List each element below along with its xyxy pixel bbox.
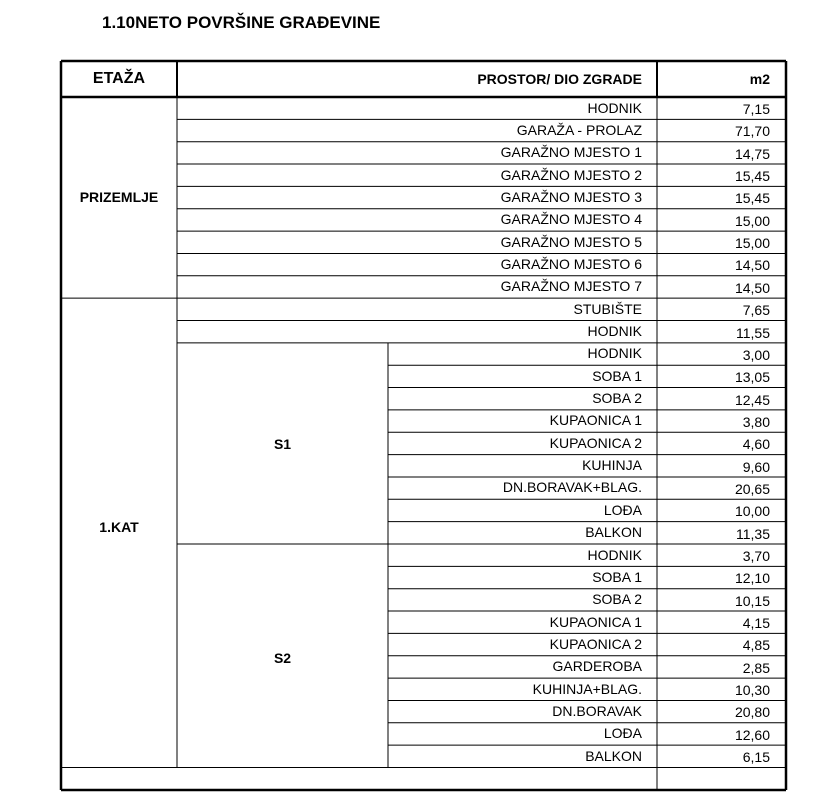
row-name: HODNIK bbox=[587, 546, 642, 563]
row-name: GARDEROBA bbox=[552, 658, 642, 675]
row-value: 10,15 bbox=[734, 592, 770, 609]
row-value: 12,45 bbox=[734, 391, 770, 408]
row-name: KUHINJA bbox=[582, 457, 642, 474]
row-value: 4,15 bbox=[742, 615, 770, 632]
row-value: 10,00 bbox=[734, 503, 770, 520]
row-name: BALKON bbox=[585, 747, 642, 764]
row-value: 13,05 bbox=[734, 369, 770, 386]
row-name: HODNIK bbox=[587, 323, 642, 339]
row-value: 6,15 bbox=[742, 749, 770, 766]
row-value: 20,80 bbox=[734, 704, 770, 721]
header-etaza: ETAŽA bbox=[92, 70, 146, 87]
header-prostor: PROSTOR/ DIO ZGRADE bbox=[477, 71, 642, 87]
document-title: 1.10NETO POVRŠINE GRAĐEVINE bbox=[102, 13, 381, 32]
row-name: GARAŽNO MJESTO 1 bbox=[500, 144, 642, 161]
row-name: SOBA 1 bbox=[592, 367, 642, 384]
row-name: KUHINJA+BLAG. bbox=[532, 680, 642, 697]
row-value: 14,50 bbox=[734, 257, 770, 274]
row-name: HODNIK bbox=[587, 345, 642, 362]
row-name: GARAŽNO MJESTO 7 bbox=[500, 278, 642, 295]
row-value: 15,00 bbox=[734, 212, 770, 229]
row-name: DN.BORAVAK+BLAG. bbox=[502, 479, 642, 496]
row-value: 2,85 bbox=[742, 659, 770, 676]
row-value: 9,60 bbox=[742, 458, 770, 475]
row-value: 3,00 bbox=[742, 346, 770, 363]
row-name: GARAŽNO MJESTO 5 bbox=[500, 233, 642, 250]
row-value: 15,00 bbox=[734, 235, 770, 252]
row-value: 14,50 bbox=[734, 279, 770, 296]
row-value: 10,30 bbox=[734, 682, 770, 699]
group-1-kat: 1.KAT bbox=[99, 519, 139, 535]
header-m2: m2 bbox=[749, 71, 770, 87]
row-value: 20,65 bbox=[734, 480, 770, 497]
group-prizemlje: PRIZEMLJE bbox=[79, 189, 159, 205]
row-name: GARAŽNO MJESTO 4 bbox=[500, 211, 642, 228]
row-value: 7,65 bbox=[742, 302, 770, 319]
row-value: 71,70 bbox=[734, 123, 770, 140]
row-name: GARAŽNO MJESTO 2 bbox=[500, 166, 642, 183]
row-value: 15,45 bbox=[734, 168, 770, 185]
row-name: LOĐA bbox=[603, 725, 642, 742]
row-name: LOĐA bbox=[603, 501, 642, 518]
row-value: 4,85 bbox=[742, 637, 770, 654]
row-name: KUPAONICA 2 bbox=[549, 434, 642, 451]
group-s1: S1 bbox=[273, 436, 292, 452]
row-value: 15,45 bbox=[734, 190, 770, 207]
group-s2: S2 bbox=[273, 650, 292, 666]
row-name: GARAŽA - PROLAZ bbox=[516, 121, 642, 138]
row-value: 14,75 bbox=[734, 145, 770, 162]
row-value: 7,15 bbox=[742, 101, 770, 117]
row-name: KUPAONICA 1 bbox=[549, 613, 642, 630]
row-name: KUPAONICA 2 bbox=[549, 635, 642, 652]
row-name: DN.BORAVAK bbox=[552, 702, 642, 719]
row-value: 3,70 bbox=[742, 548, 770, 564]
row-value: 11,55 bbox=[736, 324, 770, 341]
row-value: 12,60 bbox=[734, 726, 770, 743]
row-name: KUPAONICA 1 bbox=[549, 412, 642, 429]
row-name: SOBA 2 bbox=[592, 591, 642, 608]
row-name: SOBA 2 bbox=[592, 390, 642, 407]
row-name: HODNIK bbox=[587, 99, 642, 116]
row-name: SOBA 1 bbox=[592, 568, 642, 585]
row-name: STUBIŠTE bbox=[573, 300, 642, 317]
row-value: 4,60 bbox=[742, 436, 770, 453]
row-value: 12,10 bbox=[734, 570, 770, 587]
row-name: GARAŽNO MJESTO 6 bbox=[500, 255, 642, 272]
row-name: BALKON bbox=[585, 524, 642, 541]
row-value: 11,35 bbox=[736, 525, 770, 542]
row-value: 3,80 bbox=[742, 413, 770, 430]
row-name: GARAŽNO MJESTO 3 bbox=[500, 188, 642, 205]
